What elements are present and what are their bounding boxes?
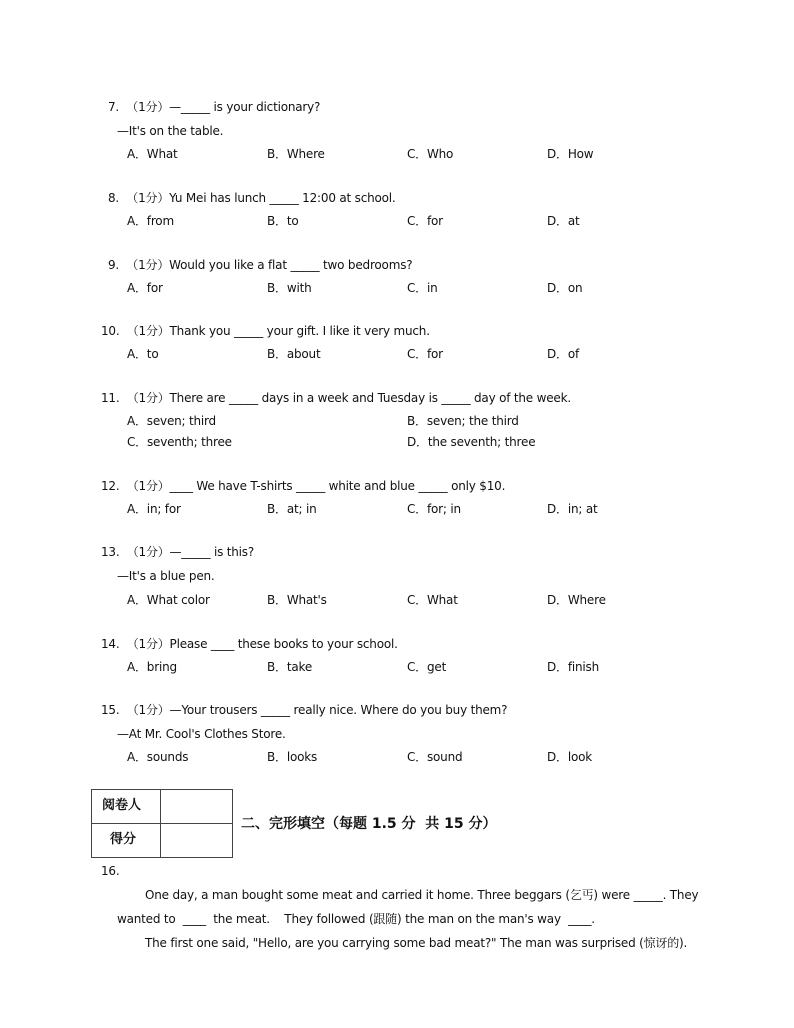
question-10-stem: 10. （1分）Thank you _____ your gift. I like it very much. (101, 324, 430, 338)
question-11-stem: 11. （1分）There are _____ days in a week and Tuesday is _____ day of the week. (101, 391, 571, 405)
q12-option-c[interactable]: C．for; in (407, 502, 461, 516)
score-box-column-divider (160, 790, 161, 857)
q10-option-d[interactable]: D．of (547, 347, 580, 361)
q12-option-b[interactable]: B．at; in (267, 502, 317, 516)
q7-option-d[interactable]: D．How (547, 147, 594, 161)
q15-option-b[interactable]: B．looks (267, 750, 318, 764)
q8-option-c[interactable]: C．for (407, 214, 443, 228)
question-12-stem: 12. （1分）____ We have T-shirts _____ white and blue _____ only $10. (101, 479, 506, 493)
q14-option-c[interactable]: C．get (407, 660, 447, 674)
passage-line-1: One day, a man bought some meat and carried it home. Three beggars (乞丐) were _____. They (145, 888, 699, 902)
q7-option-a[interactable]: A．What (127, 147, 178, 161)
question-7-stem: 7. （1分）—_____ is your dictionary? (108, 100, 321, 114)
passage-line-3: The first one said, "Hello, are you carrying some bad meat?" The man was surprised (惊讶的). (145, 936, 688, 950)
q10-option-c[interactable]: C．for (407, 347, 443, 361)
q11-option-b[interactable]: B．seven; the third (407, 414, 519, 428)
q15-option-c[interactable]: C．sound (407, 750, 463, 764)
q10-option-a[interactable]: A．to (127, 347, 159, 361)
q9-option-c[interactable]: C．in (407, 281, 438, 295)
question-16-number: 16. (101, 864, 120, 878)
question-7-answer-line: —It's on the table. (117, 124, 224, 138)
question-8-stem: 8. （1分）Yu Mei has lunch _____ 12:00 at school. (108, 191, 396, 205)
q14-option-a[interactable]: A．bring (127, 660, 177, 674)
q15-option-a[interactable]: A．sounds (127, 750, 189, 764)
q14-option-b[interactable]: B．take (267, 660, 312, 674)
q7-option-c[interactable]: C．Who (407, 147, 454, 161)
q13-option-d[interactable]: D．Where (547, 593, 606, 607)
q11-option-c[interactable]: C．seventh; three (127, 435, 232, 449)
q9-option-b[interactable]: B．with (267, 281, 312, 295)
q13-option-a[interactable]: A．What color (127, 593, 210, 607)
question-13-stem: 13. （1分）—_____ is this? (101, 545, 255, 559)
q8-option-d[interactable]: D．at (547, 214, 580, 228)
q11-option-d[interactable]: D．the seventh; three (407, 435, 536, 449)
reviewer-label: 阅卷人 (102, 798, 142, 813)
q9-option-d[interactable]: D．on (547, 281, 583, 295)
q10-option-b[interactable]: B．about (267, 347, 321, 361)
score-box-divider (92, 823, 232, 824)
question-9-stem: 9. （1分）Would you like a flat _____ two bedrooms? (108, 258, 413, 272)
question-13-answer-line: —It's a blue pen. (117, 569, 215, 583)
q13-option-b[interactable]: B．What's (267, 593, 327, 607)
q12-option-a[interactable]: A．in; for (127, 502, 181, 516)
question-15-answer-line: —At Mr. Cool's Clothes Store. (117, 727, 286, 741)
q11-option-a[interactable]: A．seven; third (127, 414, 216, 428)
q14-option-d[interactable]: D．finish (547, 660, 599, 674)
q8-option-b[interactable]: B．to (267, 214, 299, 228)
q13-option-c[interactable]: C．What (407, 593, 458, 607)
q8-option-a[interactable]: A．from (127, 214, 174, 228)
score-box (91, 789, 233, 858)
question-15-stem: 15. （1分）—Your trousers _____ really nice. Where do you buy them? (101, 703, 508, 717)
q12-option-d[interactable]: D．in; at (547, 502, 598, 516)
q9-option-a[interactable]: A．for (127, 281, 163, 295)
q7-option-b[interactable]: B．Where (267, 147, 325, 161)
q15-option-d[interactable]: D．look (547, 750, 593, 764)
section-title-cloze: 二、完形填空（每题 1.5 分 共 15 分） (241, 816, 497, 832)
question-14-stem: 14. （1分）Please ____ these books to your school. (101, 637, 398, 651)
score-label: 得分 (110, 832, 137, 847)
passage-line-2: wanted to ____ the meat. They followed (跟随) the man on the man's way ____. (117, 912, 595, 926)
